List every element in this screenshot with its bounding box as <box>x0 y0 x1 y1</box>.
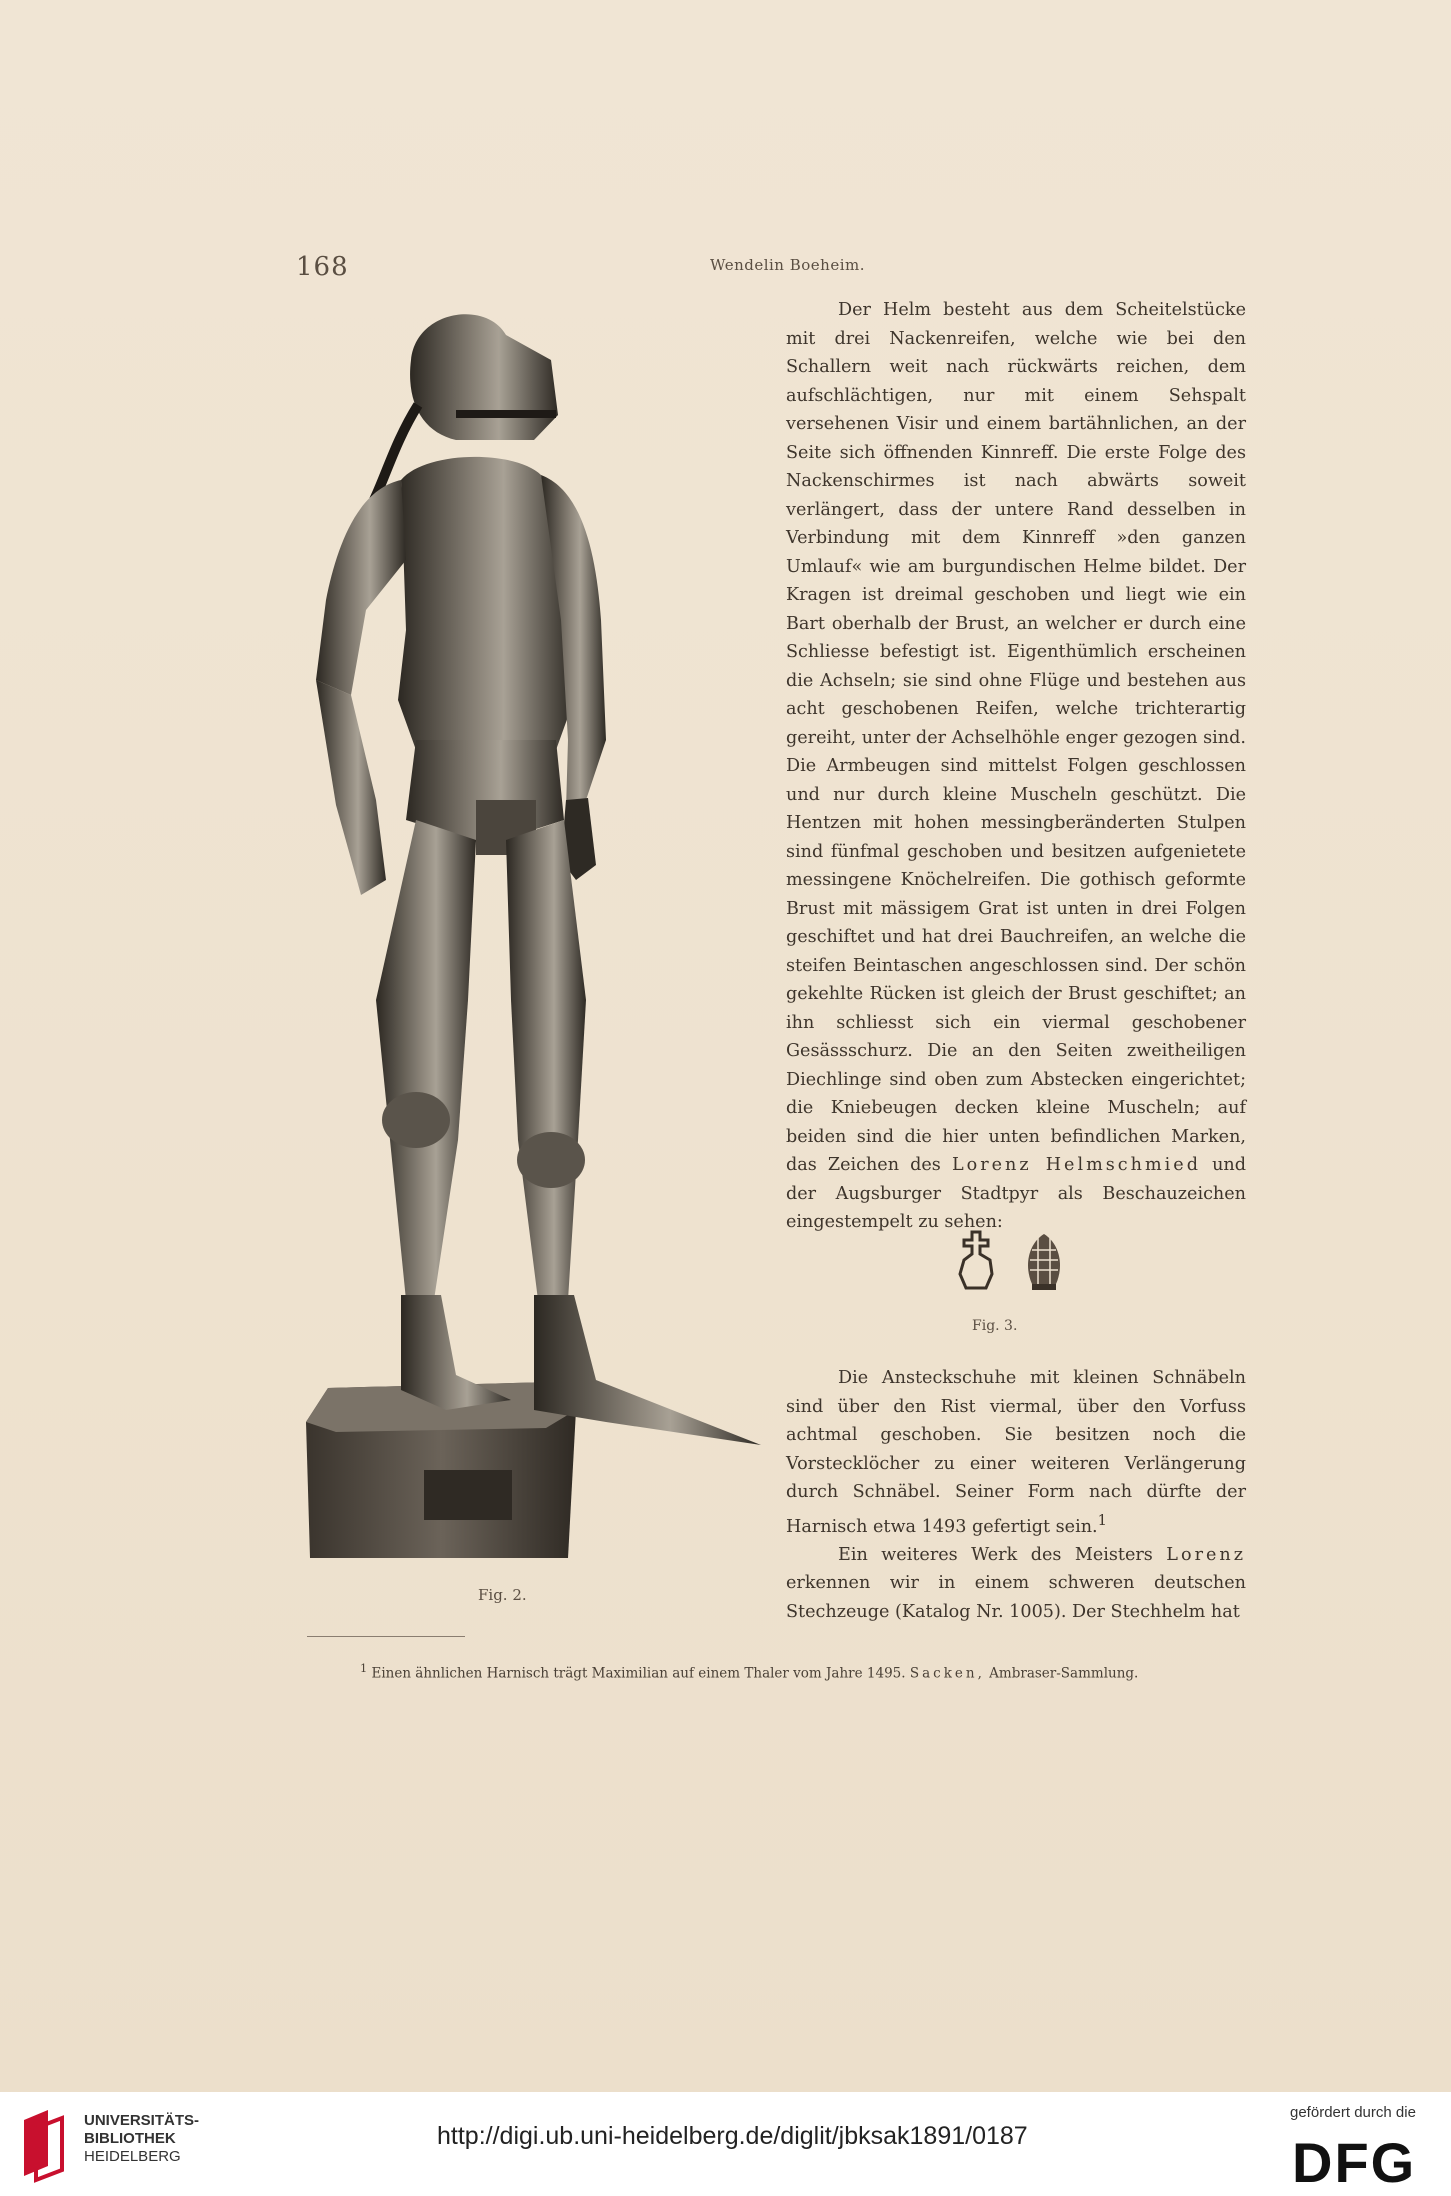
paragraph-text: erkennen wir in einem schweren deutschen Stechzeuge (Katalog Nr. 1005). Der Stechhelm hat <box>786 1573 1246 1622</box>
permalink-url[interactable]: http://digi.ub.uni-heidelberg.de/diglit/jbksak1891/0187 <box>437 2122 1028 2150</box>
dfg-logo[interactable]: DFG <box>1292 2131 1417 2194</box>
paragraph <box>786 1541 1246 1627</box>
emphasised-name: Lorenz Helmschmied <box>951 1155 1201 1175</box>
university-library-logo-icon[interactable] <box>18 2106 70 2184</box>
paragraph <box>786 296 1246 1237</box>
armour-illustration <box>306 300 766 1560</box>
pedestal-plaque <box>424 1470 512 1520</box>
library-name-line: UNIVERSITÄTS- <box>84 2112 200 2129</box>
funding-note: gefördert durch die <box>1290 2104 1416 2121</box>
paragraph-text: Der Helm besteht aus dem Scheitelstücke mit drei Nackenreifen, welche wie bei den Schallern weit nach rückwärts reichen, dem aufschlächtigen, nur mit einem Sehspalt versehenen Visir und einem bartähnlichen, an der Seite sich öffnenden Kinnreff. Die erste Folge des Nackenschirmes ist nach abwärts soweit verlängert, dass der untere Rand desselben in Verbindung mit dem Kinnreff »den ganzen Umlauf« wie am burgundischen Helme bildet. Der Kragen ist dreimal geschoben und liegt wie ein Bart oberhalb der Brust, an welcher er durch eine Schliesse befestigt ist. Eigenthümlich erscheinen die Achseln; sie sind ohne Flüge und bestehen aus acht geschobenen Reifen, welche trichterartig gereiht, unter der Achselhöhle enger gezogen sind. Die Armbeugen sind mittelst Folgen geschlossen und nur durch kleine Muscheln geschützt. Die Hentzen mit hohen messingberänderten Stulpen sind fünfmal geschoben und besitzen aufgenietete messingene Knöchelreifen. Die gothisch geformte Brust mit mässigem Grat ist unten in drei Folgen geschiftet und hat drei Bauchreifen, an welche die steifen Beintaschen angeschlossen sind. Der schön gekehlte Rücken ist gleich der Brust geschiftet; an ihn schliesst sich ein viermal geschobener Gesässschurz. Die an den Seiten zweitheiligen Diechlinge sind oben zum Abstecken eingerichtet; die Kniebeugen decken kleine Muscheln; auf beiden sind die hier unten befindlichen Marken, das Zeichen des <box>786 300 1246 1175</box>
left-sabaton <box>401 1295 511 1410</box>
footnote-author: Sacken, <box>909 1665 985 1682</box>
footnote-text: Einen ähnlichen Harnisch trägt Maximilian auf einem Thaler vom Jahre 1495. <box>371 1665 906 1682</box>
library-name-line: BIBLIOTHEK <box>84 2130 176 2147</box>
paragraph-text: Ein weiteres Werk des Meisters <box>838 1544 1153 1565</box>
left-arm <box>316 480 406 695</box>
helmet <box>410 314 558 440</box>
armour-figure-image <box>306 300 766 1560</box>
helmschmied-mark-icon <box>960 1232 992 1288</box>
footnote <box>360 1662 1138 1682</box>
running-header-author: Wendelin Boeheim. <box>710 256 865 274</box>
maker-marks-figure <box>952 1226 1082 1296</box>
augsburg-pine-cone-mark-icon <box>1028 1234 1060 1290</box>
footnote-reference[interactable]: 1 <box>1097 1511 1107 1529</box>
left-leg <box>376 820 476 1300</box>
paragraph-text: Die Ansteckschuhe mit kleinen Schnäbeln sind über den Rist viermal, über den Vorfuss achtmal geschoben. Sie besitzen noch die Vorstecklöcher zu einer weiteren Verlängerung durch Schnäbel. Seiner Form nach dürfte der Harnisch etwa 1493 gefertigt sein. <box>786 1368 1246 1537</box>
main-text-column <box>786 296 1246 1237</box>
second-text-block <box>786 1364 1246 1626</box>
footnote-number: 1 <box>360 1662 368 1675</box>
right-leg <box>506 820 586 1300</box>
footnote-separator <box>307 1636 465 1637</box>
paragraph <box>786 1364 1246 1541</box>
emphasised-name: Lorenz <box>1166 1544 1246 1565</box>
library-name-line: HEIDELBERG <box>84 2148 181 2165</box>
viewer-footer <box>0 2092 1451 2196</box>
footnote-text: Ambraser-Sammlung. <box>989 1665 1139 1682</box>
paragraph-text: und der Augsburger Stadtpyr als Beschauzeichen eingestempelt zu sehen: <box>786 1155 1247 1232</box>
page-number: 168 <box>296 252 349 282</box>
figure-2-caption: Fig. 2. <box>478 1586 527 1604</box>
figure-3-caption: Fig. 3. <box>972 1318 1018 1334</box>
university-library-name[interactable] <box>84 2112 199 2166</box>
